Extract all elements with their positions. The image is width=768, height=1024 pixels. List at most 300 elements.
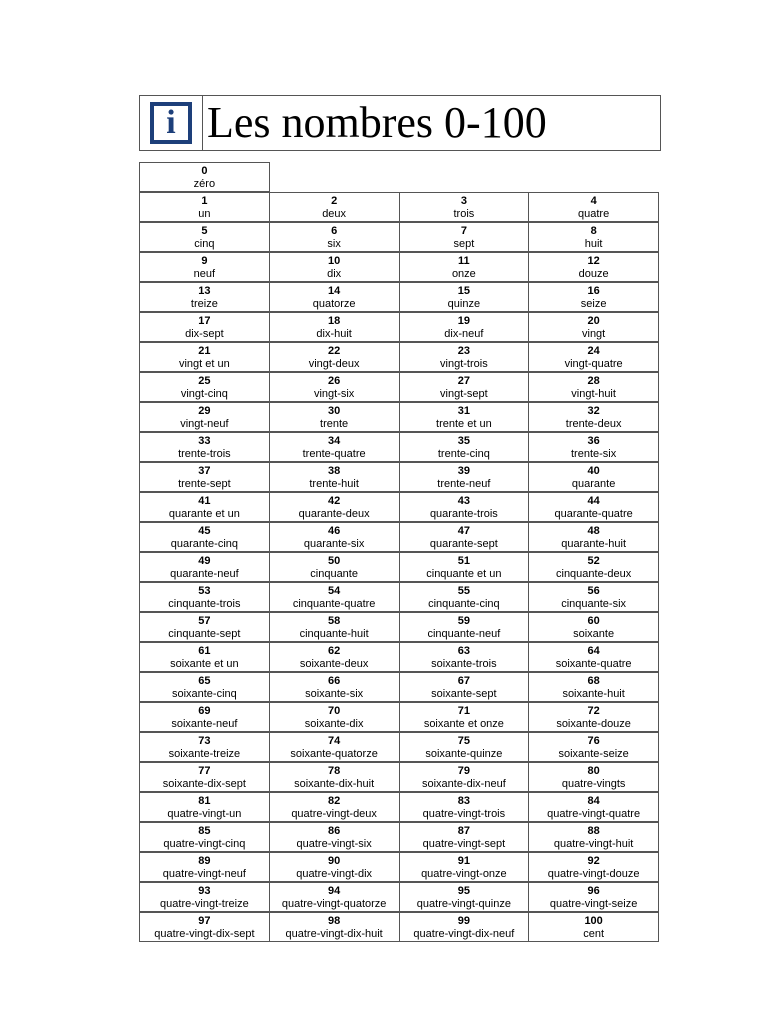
number-digit: 53 <box>198 585 211 597</box>
number-digit: 49 <box>198 555 211 567</box>
number-digit: 14 <box>328 285 341 297</box>
number-cell <box>528 702 659 732</box>
number-word: quarante et un <box>168 508 240 520</box>
table-row <box>139 522 662 552</box>
number-cell <box>528 222 659 252</box>
number-cell <box>399 522 530 552</box>
number-digit: 28 <box>587 375 600 387</box>
number-word: soixante-sept <box>431 688 497 700</box>
number-digit: 9 <box>201 255 208 267</box>
logo-cell <box>140 96 203 150</box>
number-word: quatre-vingt-treize <box>160 898 249 910</box>
number-digit: 84 <box>587 795 600 807</box>
number-digit: 20 <box>587 315 600 327</box>
number-word: quatre-vingt-seize <box>549 898 638 910</box>
number-digit: 88 <box>587 825 600 837</box>
number-word: seize <box>580 298 607 310</box>
number-cell <box>528 432 659 462</box>
number-digit: 13 <box>198 285 211 297</box>
number-word: dix-huit <box>316 328 352 340</box>
number-word: trente-cinq <box>437 448 490 460</box>
number-word: trente-trois <box>178 448 231 460</box>
table-row <box>139 432 662 462</box>
number-cell <box>528 882 659 912</box>
number-digit: 5 <box>201 225 208 237</box>
number-digit: 87 <box>457 825 470 837</box>
number-word: soixante-dix-huit <box>294 778 375 790</box>
number-digit: 79 <box>457 765 470 777</box>
number-word: trente-huit <box>309 478 359 490</box>
number-cell <box>528 492 659 522</box>
number-cell <box>399 342 530 372</box>
number-cell <box>139 372 270 402</box>
number-digit: 45 <box>198 525 211 537</box>
number-cell <box>269 522 400 552</box>
table-row <box>139 252 662 282</box>
number-digit: 61 <box>198 645 211 657</box>
number-word: soixante-trois <box>431 658 497 670</box>
number-cell <box>139 252 270 282</box>
number-word: soixante-dix-neuf <box>421 778 506 790</box>
number-cell <box>528 642 659 672</box>
number-word: soixante-douze <box>556 718 631 730</box>
numbers-table <box>139 162 662 942</box>
number-cell <box>269 912 400 942</box>
number-cell <box>269 432 400 462</box>
number-word: quatre-vingt-cinq <box>163 838 246 850</box>
number-digit: 64 <box>587 645 600 657</box>
number-cell <box>399 312 530 342</box>
number-word: soixante-dix-sept <box>162 778 246 790</box>
number-digit: 31 <box>457 405 470 417</box>
number-digit: 85 <box>198 825 211 837</box>
number-digit: 95 <box>457 885 470 897</box>
number-cell <box>139 462 270 492</box>
number-word: soixante-six <box>305 688 364 700</box>
number-cell <box>269 222 400 252</box>
number-word: vingt-neuf <box>180 418 229 430</box>
number-cell <box>528 372 659 402</box>
number-digit: 90 <box>328 855 341 867</box>
number-cell <box>269 612 400 642</box>
number-word: treize <box>190 298 218 310</box>
table-row <box>139 552 662 582</box>
number-word: soixante-dix <box>304 718 364 730</box>
number-cell <box>139 312 270 342</box>
number-digit: 35 <box>457 435 470 447</box>
number-digit: 50 <box>328 555 341 567</box>
number-cell <box>269 642 400 672</box>
number-word: quatre-vingt-dix-neuf <box>413 928 515 940</box>
number-word: quatre-vingt-deux <box>291 808 377 820</box>
number-cell <box>399 402 530 432</box>
number-word: vingt-quatre <box>564 358 623 370</box>
number-digit: 97 <box>198 915 211 927</box>
number-cell <box>528 612 659 642</box>
number-cell <box>528 792 659 822</box>
number-word: trente <box>320 418 349 430</box>
number-digit: 4 <box>590 195 597 207</box>
number-cell <box>139 822 270 852</box>
number-cell <box>139 222 270 252</box>
number-digit: 69 <box>198 705 211 717</box>
page-title: Les nombres 0-100 <box>207 98 547 147</box>
number-digit: 1 <box>201 195 208 207</box>
number-word: quatre-vingt-dix <box>296 868 373 880</box>
number-cell <box>269 342 400 372</box>
number-digit: 29 <box>198 405 211 417</box>
number-digit: 67 <box>457 675 470 687</box>
info-icon <box>150 102 192 144</box>
number-word: onze <box>451 268 476 280</box>
number-cell <box>139 162 270 192</box>
number-word: soixante et un <box>170 658 239 670</box>
number-digit: 81 <box>198 795 211 807</box>
number-digit: 72 <box>587 705 600 717</box>
number-digit: 78 <box>328 765 341 777</box>
number-digit: 55 <box>457 585 470 597</box>
number-cell <box>528 282 659 312</box>
number-word: quatre-vingt-dix-sept <box>154 928 255 940</box>
number-word: cinq <box>194 238 215 250</box>
number-digit: 18 <box>328 315 341 327</box>
number-cell <box>399 192 530 222</box>
number-cell <box>399 612 530 642</box>
table-row <box>139 702 662 732</box>
number-cell <box>399 462 530 492</box>
number-digit: 15 <box>457 285 470 297</box>
number-word: quatre-vingt-quatre <box>547 808 641 820</box>
number-word: trente et un <box>436 418 492 430</box>
number-cell <box>139 192 270 222</box>
number-digit: 48 <box>587 525 600 537</box>
number-cell <box>139 552 270 582</box>
number-cell <box>399 432 530 462</box>
number-digit: 40 <box>587 465 600 477</box>
number-cell <box>399 762 530 792</box>
number-digit: 51 <box>457 555 470 567</box>
number-cell <box>269 792 400 822</box>
number-digit: 92 <box>587 855 600 867</box>
number-word: quarante-cinq <box>170 538 239 550</box>
number-word: vingt-trois <box>440 358 488 370</box>
number-cell <box>528 552 659 582</box>
number-word: soixante-quatorze <box>290 748 378 760</box>
number-digit: 33 <box>198 435 211 447</box>
number-digit: 37 <box>198 465 211 477</box>
number-digit: 41 <box>198 495 211 507</box>
number-cell <box>399 852 530 882</box>
number-cell <box>139 642 270 672</box>
page-header <box>139 95 661 151</box>
table-row <box>139 372 662 402</box>
number-word: soixante-seize <box>558 748 629 760</box>
number-cell <box>528 402 659 432</box>
number-word: soixante et onze <box>423 718 504 730</box>
number-cell <box>528 462 659 492</box>
number-cell <box>139 672 270 702</box>
table-row <box>139 732 662 762</box>
number-digit: 46 <box>328 525 341 537</box>
number-cell <box>528 672 659 702</box>
number-cell <box>139 762 270 792</box>
number-word: quatre-vingt-quinze <box>416 898 511 910</box>
number-digit: 71 <box>457 705 470 717</box>
number-digit: 3 <box>460 195 467 207</box>
number-word: soixante <box>573 628 615 640</box>
number-word: cinquante <box>310 568 358 580</box>
number-cell <box>139 522 270 552</box>
number-word: six <box>327 238 341 250</box>
number-digit: 98 <box>328 915 341 927</box>
number-word: soixante-treize <box>168 748 241 760</box>
number-cell <box>528 252 659 282</box>
number-digit: 52 <box>587 555 600 567</box>
number-digit: 62 <box>328 645 341 657</box>
number-digit: 80 <box>587 765 600 777</box>
number-cell <box>399 702 530 732</box>
number-cell <box>269 312 400 342</box>
number-cell <box>269 582 400 612</box>
number-cell <box>528 582 659 612</box>
number-digit: 68 <box>587 675 600 687</box>
number-word: cinquante-trois <box>168 598 241 610</box>
number-digit: 22 <box>328 345 341 357</box>
number-word: cinquante-huit <box>299 628 369 640</box>
number-cell <box>139 342 270 372</box>
number-digit: 0 <box>201 165 208 177</box>
number-digit: 94 <box>328 885 341 897</box>
number-word: quinze <box>447 298 481 310</box>
table-row <box>139 672 662 702</box>
number-cell <box>139 282 270 312</box>
number-word: quarante-trois <box>429 508 498 520</box>
table-row <box>139 462 662 492</box>
number-digit: 27 <box>457 375 470 387</box>
number-cell <box>139 402 270 432</box>
number-digit: 59 <box>457 615 470 627</box>
number-digit: 91 <box>457 855 470 867</box>
number-digit: 21 <box>198 345 211 357</box>
table-row <box>139 312 662 342</box>
number-cell <box>528 822 659 852</box>
number-cell <box>399 792 530 822</box>
number-cell <box>399 372 530 402</box>
number-cell <box>269 702 400 732</box>
table-row <box>139 882 662 912</box>
number-digit: 36 <box>587 435 600 447</box>
number-word: cinquante-neuf <box>427 628 501 640</box>
number-cell <box>399 822 530 852</box>
number-digit: 39 <box>457 465 470 477</box>
number-word: trente-six <box>571 448 617 460</box>
number-cell <box>269 252 400 282</box>
number-digit: 17 <box>198 315 211 327</box>
number-word: vingt-huit <box>571 388 616 400</box>
number-digit: 73 <box>198 735 211 747</box>
number-digit: 23 <box>457 345 470 357</box>
table-row <box>139 792 662 822</box>
table-row <box>139 192 662 222</box>
number-cell <box>139 582 270 612</box>
number-word: dix-sept <box>185 328 224 340</box>
number-word: quatorze <box>312 298 356 310</box>
number-cell <box>269 732 400 762</box>
number-cell <box>399 642 530 672</box>
number-cell <box>399 882 530 912</box>
number-digit: 32 <box>587 405 600 417</box>
number-word: quarante <box>571 478 616 490</box>
number-cell <box>269 462 400 492</box>
number-cell <box>528 192 659 222</box>
number-digit: 100 <box>584 915 603 927</box>
number-cell <box>269 762 400 792</box>
number-word: quarante-huit <box>561 538 627 550</box>
number-word: quatre-vingt-onze <box>421 868 507 880</box>
number-word: soixante-quatre <box>555 658 632 670</box>
number-digit: 66 <box>328 675 341 687</box>
number-digit: 2 <box>331 195 338 207</box>
number-digit: 25 <box>198 375 211 387</box>
number-cell <box>269 282 400 312</box>
number-cell <box>139 732 270 762</box>
number-digit: 65 <box>198 675 211 687</box>
number-word: quatre-vingts <box>561 778 626 790</box>
table-row <box>139 402 662 432</box>
table-row <box>139 612 662 642</box>
number-word: quatre-vingt-quatorze <box>281 898 387 910</box>
number-cell <box>269 402 400 432</box>
number-cell <box>528 732 659 762</box>
table-row <box>139 822 662 852</box>
table-row <box>139 282 662 312</box>
number-digit: 56 <box>587 585 600 597</box>
number-cell <box>139 912 270 942</box>
number-cell <box>528 852 659 882</box>
number-word: quatre-vingt-neuf <box>162 868 246 880</box>
number-word: douze <box>578 268 609 280</box>
number-cell <box>139 792 270 822</box>
number-word: cinquante et un <box>426 568 502 580</box>
number-word: vingt <box>582 328 606 340</box>
number-cell <box>399 222 530 252</box>
number-digit: 70 <box>328 705 341 717</box>
number-word: quatre-vingt-sept <box>422 838 506 850</box>
number-digit: 12 <box>587 255 600 267</box>
number-word: trente-neuf <box>437 478 491 490</box>
table-row <box>139 762 662 792</box>
number-word: cinquante-quatre <box>292 598 376 610</box>
number-word: huit <box>584 238 603 250</box>
number-word: vingt et un <box>178 358 230 370</box>
number-word: neuf <box>193 268 216 280</box>
number-word: quarante-six <box>303 538 365 550</box>
number-digit: 19 <box>457 315 470 327</box>
number-digit: 6 <box>331 225 338 237</box>
number-word: vingt-cinq <box>180 388 228 400</box>
number-cell <box>528 522 659 552</box>
number-digit: 96 <box>587 885 600 897</box>
number-word: quatre-vingt-un <box>167 808 242 820</box>
number-cell <box>269 672 400 702</box>
number-word: quarante-neuf <box>170 568 239 580</box>
number-word: quatre-vingt-huit <box>553 838 634 850</box>
number-word: quatre-vingt-trois <box>422 808 506 820</box>
number-word: zéro <box>193 178 216 190</box>
number-word: trente-sept <box>178 478 231 490</box>
number-digit: 16 <box>587 285 600 297</box>
number-digit: 82 <box>328 795 341 807</box>
number-cell <box>269 822 400 852</box>
number-cell <box>269 192 400 222</box>
number-word: un <box>198 208 211 220</box>
table-row <box>139 912 662 942</box>
number-word: cinquante-sept <box>168 628 241 640</box>
number-digit: 30 <box>328 405 341 417</box>
number-digit: 10 <box>328 255 341 267</box>
number-digit: 44 <box>587 495 600 507</box>
number-cell <box>399 672 530 702</box>
number-cell <box>269 882 400 912</box>
number-digit: 43 <box>457 495 470 507</box>
number-word: deux <box>322 208 347 220</box>
table-row <box>139 342 662 372</box>
number-digit: 26 <box>328 375 341 387</box>
number-digit: 76 <box>587 735 600 747</box>
number-digit: 75 <box>457 735 470 747</box>
number-cell <box>528 912 659 942</box>
number-digit: 42 <box>328 495 341 507</box>
number-digit: 7 <box>460 225 467 237</box>
number-digit: 57 <box>198 615 211 627</box>
number-word: sept <box>453 238 475 250</box>
number-cell <box>269 492 400 522</box>
number-digit: 8 <box>590 225 597 237</box>
number-digit: 83 <box>457 795 470 807</box>
number-cell <box>528 762 659 792</box>
number-word: trente-quatre <box>302 448 366 460</box>
number-cell <box>269 552 400 582</box>
number-word: quarante-deux <box>298 508 370 520</box>
number-cell <box>399 282 530 312</box>
table-row <box>139 162 662 192</box>
number-cell <box>399 912 530 942</box>
table-row <box>139 492 662 522</box>
number-word: trois <box>453 208 475 220</box>
number-digit: 24 <box>587 345 600 357</box>
number-word: dix-neuf <box>444 328 484 340</box>
number-cell <box>139 882 270 912</box>
number-word: quarante-quatre <box>554 508 633 520</box>
number-word: quatre-vingt-six <box>296 838 372 850</box>
number-word: soixante-huit <box>562 688 625 700</box>
number-cell <box>139 702 270 732</box>
number-cell <box>399 582 530 612</box>
number-word: cinquante-deux <box>556 568 632 580</box>
number-word: soixante-quinze <box>425 748 503 760</box>
number-word: vingt-sept <box>440 388 488 400</box>
number-digit: 38 <box>328 465 341 477</box>
number-word: cent <box>583 928 605 940</box>
number-word: quatre-vingt-douze <box>547 868 640 880</box>
number-cell <box>528 342 659 372</box>
number-cell <box>269 372 400 402</box>
number-cell <box>269 852 400 882</box>
number-cell <box>399 492 530 522</box>
number-cell <box>139 852 270 882</box>
number-word: quatre-vingt-dix-huit <box>285 928 383 940</box>
number-digit: 34 <box>328 435 341 447</box>
